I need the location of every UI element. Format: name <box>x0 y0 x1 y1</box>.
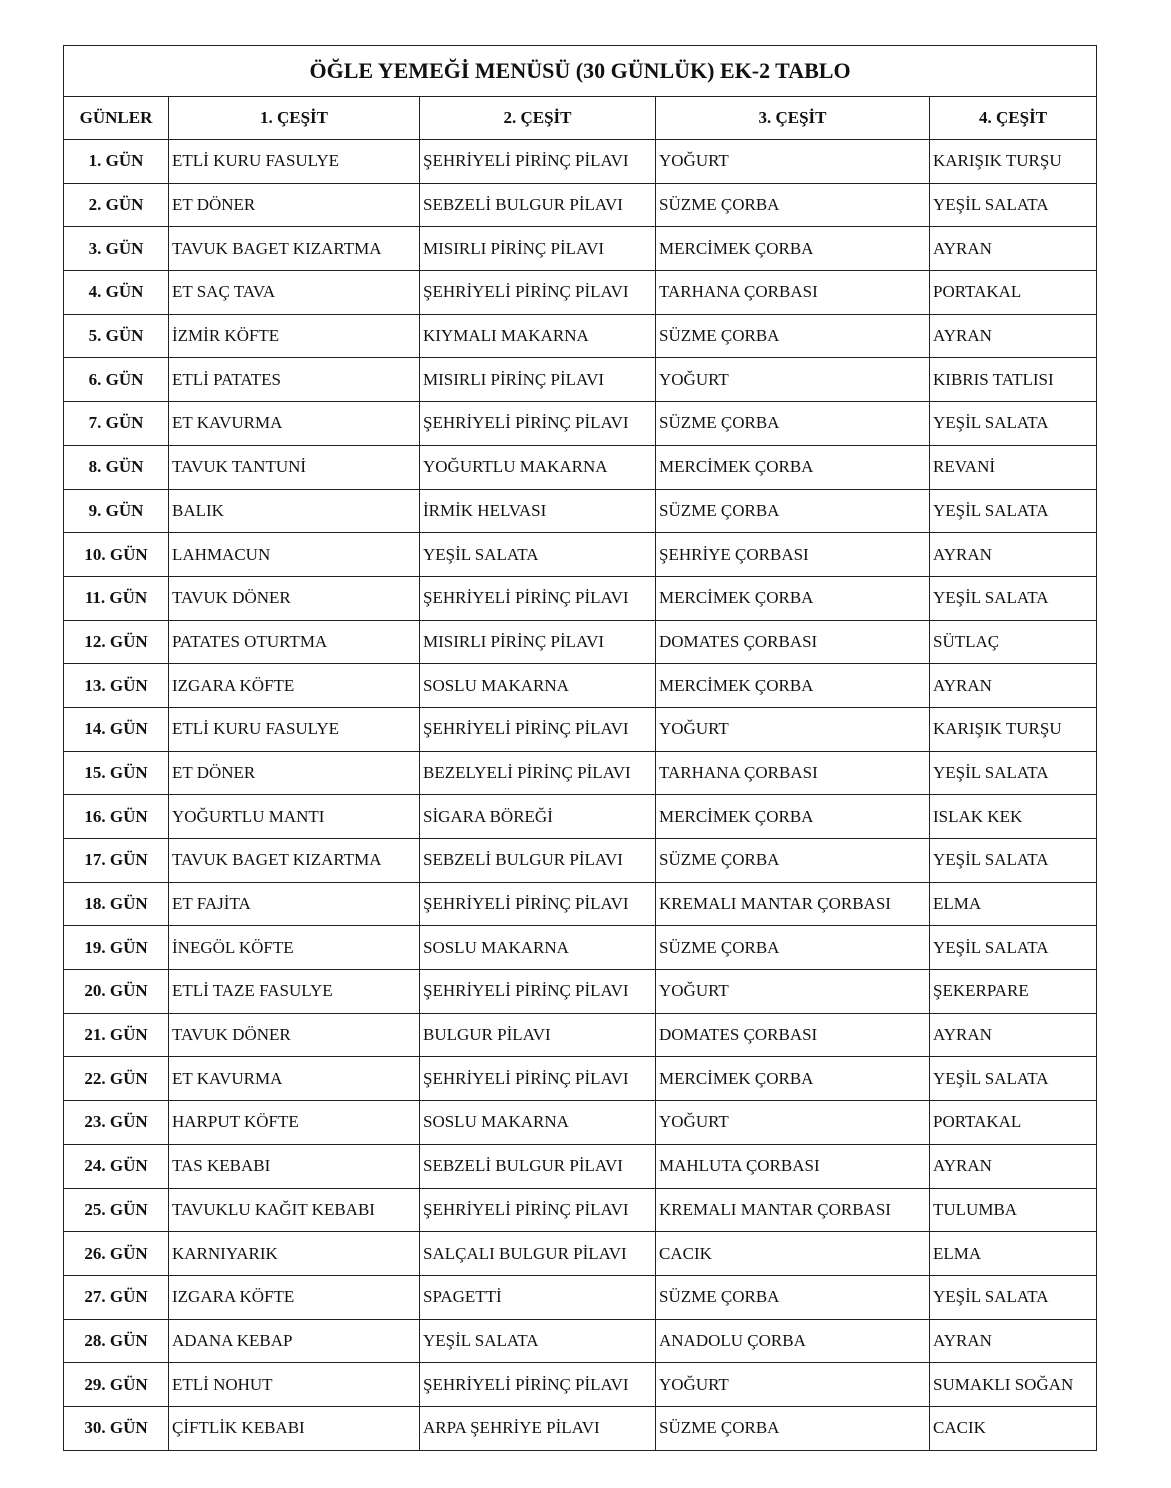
dish-1-cell: TAVUK BAGET KIZARTMA <box>169 227 420 271</box>
table-row <box>64 140 1097 184</box>
table-row <box>64 576 1097 620</box>
dish-1-cell: HARPUT KÖFTE <box>169 1101 420 1145</box>
dish-1-cell: ETLİ PATATES <box>169 358 420 402</box>
dish-2-cell: ŞEHRİYELİ PİRİNÇ PİLAVI <box>420 970 656 1014</box>
dish-2-cell: SPAGETTİ <box>420 1275 656 1319</box>
dish-1-cell: ET DÖNER <box>169 751 420 795</box>
day-label: 28. GÜN <box>64 1319 169 1363</box>
table-row <box>64 795 1097 839</box>
dish-1-cell: TAVUKLU KAĞIT KEBABI <box>169 1188 420 1232</box>
dish-2-cell: SOSLU MAKARNA <box>420 664 656 708</box>
dish-4-cell: AYRAN <box>930 1319 1097 1363</box>
dish-2-cell: BULGUR PİLAVI <box>420 1013 656 1057</box>
dish-2-cell: SOSLU MAKARNA <box>420 926 656 970</box>
day-label: 1. GÜN <box>64 140 169 184</box>
dish-3-cell: SÜZME ÇORBA <box>656 183 930 227</box>
table-row <box>64 707 1097 751</box>
dish-3-cell: MAHLUTA ÇORBASI <box>656 1144 930 1188</box>
table-row <box>64 1319 1097 1363</box>
dish-1-cell: LAHMACUN <box>169 533 420 577</box>
dish-1-cell: ADANA KEBAP <box>169 1319 420 1363</box>
dish-4-cell: YEŞİL SALATA <box>930 1275 1097 1319</box>
dish-1-cell: ET DÖNER <box>169 183 420 227</box>
table-row <box>64 839 1097 883</box>
table-row <box>64 1232 1097 1276</box>
table-row <box>64 227 1097 271</box>
dish-4-cell: YEŞİL SALATA <box>930 839 1097 883</box>
dish-3-cell: YOĞURT <box>656 707 930 751</box>
day-label: 11. GÜN <box>64 576 169 620</box>
table-row <box>64 1013 1097 1057</box>
dish-3-cell: YOĞURT <box>656 1101 930 1145</box>
dish-2-cell: ŞEHRİYELİ PİRİNÇ PİLAVI <box>420 1057 656 1101</box>
table-row <box>64 402 1097 446</box>
dish-2-cell: MISIRLI PİRİNÇ PİLAVI <box>420 620 656 664</box>
table-row <box>64 183 1097 227</box>
dish-4-cell: SÜTLAÇ <box>930 620 1097 664</box>
dish-4-cell: YEŞİL SALATA <box>930 183 1097 227</box>
dish-3-cell: DOMATES ÇORBASI <box>656 1013 930 1057</box>
dish-2-cell: SEBZELİ BULGUR PİLAVI <box>420 183 656 227</box>
dish-1-cell: ETLİ KURU FASULYE <box>169 707 420 751</box>
dish-1-cell: TAVUK DÖNER <box>169 576 420 620</box>
dish-2-cell: YEŞİL SALATA <box>420 533 656 577</box>
dish-4-cell: YEŞİL SALATA <box>930 751 1097 795</box>
day-label: 16. GÜN <box>64 795 169 839</box>
dish-2-cell: YEŞİL SALATA <box>420 1319 656 1363</box>
table-row <box>64 664 1097 708</box>
day-label: 7. GÜN <box>64 402 169 446</box>
dish-2-cell: ŞEHRİYELİ PİRİNÇ PİLAVI <box>420 402 656 446</box>
dish-2-cell: ŞEHRİYELİ PİRİNÇ PİLAVI <box>420 1188 656 1232</box>
dish-3-cell: MERCİMEK ÇORBA <box>656 795 930 839</box>
dish-3-cell: DOMATES ÇORBASI <box>656 620 930 664</box>
dish-4-cell: ŞEKERPARE <box>930 970 1097 1014</box>
dish-2-cell: KIYMALI MAKARNA <box>420 314 656 358</box>
header-days: GÜNLER <box>64 97 169 140</box>
dish-3-cell: SÜZME ÇORBA <box>656 839 930 883</box>
table-title: ÖĞLE YEMEĞİ MENÜSÜ (30 GÜNLÜK) EK-2 TABLO <box>64 46 1097 97</box>
dish-2-cell: BEZELYELİ PİRİNÇ PİLAVI <box>420 751 656 795</box>
table-row <box>64 445 1097 489</box>
dish-3-cell: SÜZME ÇORBA <box>656 1406 930 1450</box>
dish-3-cell: YOĞURT <box>656 970 930 1014</box>
dish-1-cell: İNEGÖL KÖFTE <box>169 926 420 970</box>
table-row <box>64 314 1097 358</box>
table-row <box>64 882 1097 926</box>
table-row <box>64 1275 1097 1319</box>
dish-3-cell: MERCİMEK ÇORBA <box>656 1057 930 1101</box>
day-label: 5. GÜN <box>64 314 169 358</box>
dish-3-cell: SÜZME ÇORBA <box>656 314 930 358</box>
day-label: 30. GÜN <box>64 1406 169 1450</box>
dish-2-cell: ARPA ŞEHRİYE PİLAVI <box>420 1406 656 1450</box>
table-row <box>64 970 1097 1014</box>
dish-3-cell: ANADOLU ÇORBA <box>656 1319 930 1363</box>
dish-2-cell: MISIRLI PİRİNÇ PİLAVI <box>420 358 656 402</box>
day-label: 6. GÜN <box>64 358 169 402</box>
dish-3-cell: TARHANA ÇORBASI <box>656 271 930 315</box>
dish-4-cell: AYRAN <box>930 1144 1097 1188</box>
table-row <box>64 751 1097 795</box>
dish-4-cell: ISLAK KEK <box>930 795 1097 839</box>
dish-1-cell: TAVUK DÖNER <box>169 1013 420 1057</box>
dish-1-cell: ETLİ TAZE FASULYE <box>169 970 420 1014</box>
dish-4-cell: YEŞİL SALATA <box>930 926 1097 970</box>
dish-4-cell: ELMA <box>930 882 1097 926</box>
dish-4-cell: AYRAN <box>930 664 1097 708</box>
dish-1-cell: ET KAVURMA <box>169 1057 420 1101</box>
dish-2-cell: MISIRLI PİRİNÇ PİLAVI <box>420 227 656 271</box>
table-row <box>64 1363 1097 1407</box>
day-label: 17. GÜN <box>64 839 169 883</box>
day-label: 4. GÜN <box>64 271 169 315</box>
header-dish-3: 3. ÇEŞİT <box>656 97 930 140</box>
dish-3-cell: YOĞURT <box>656 140 930 184</box>
dish-4-cell: SUMAKLI SOĞAN <box>930 1363 1097 1407</box>
day-label: 21. GÜN <box>64 1013 169 1057</box>
dish-1-cell: İZMİR KÖFTE <box>169 314 420 358</box>
dish-1-cell: IZGARA KÖFTE <box>169 1275 420 1319</box>
table-row <box>64 1057 1097 1101</box>
day-label: 25. GÜN <box>64 1188 169 1232</box>
dish-2-cell: ŞEHRİYELİ PİRİNÇ PİLAVI <box>420 882 656 926</box>
dish-2-cell: SEBZELİ BULGUR PİLAVI <box>420 839 656 883</box>
menu-body <box>64 140 1097 1451</box>
day-label: 24. GÜN <box>64 1144 169 1188</box>
dish-3-cell: CACIK <box>656 1232 930 1276</box>
day-label: 18. GÜN <box>64 882 169 926</box>
dish-2-cell: YOĞURTLU MAKARNA <box>420 445 656 489</box>
day-label: 15. GÜN <box>64 751 169 795</box>
dish-4-cell: KIBRIS TATLISI <box>930 358 1097 402</box>
header-dish-4: 4. ÇEŞİT <box>930 97 1097 140</box>
dish-4-cell: TULUMBA <box>930 1188 1097 1232</box>
dish-3-cell: YOĞURT <box>656 1363 930 1407</box>
table-row <box>64 358 1097 402</box>
day-label: 29. GÜN <box>64 1363 169 1407</box>
dish-3-cell: MERCİMEK ÇORBA <box>656 227 930 271</box>
dish-2-cell: İRMİK HELVASI <box>420 489 656 533</box>
dish-3-cell: KREMALI MANTAR ÇORBASI <box>656 882 930 926</box>
day-label: 23. GÜN <box>64 1101 169 1145</box>
dish-3-cell: SÜZME ÇORBA <box>656 1275 930 1319</box>
dish-1-cell: ET SAÇ TAVA <box>169 271 420 315</box>
dish-3-cell: YOĞURT <box>656 358 930 402</box>
dish-2-cell: ŞEHRİYELİ PİRİNÇ PİLAVI <box>420 576 656 620</box>
dish-1-cell: TAVUK BAGET KIZARTMA <box>169 839 420 883</box>
table-row <box>64 1101 1097 1145</box>
day-label: 12. GÜN <box>64 620 169 664</box>
dish-3-cell: SÜZME ÇORBA <box>656 402 930 446</box>
dish-1-cell: ÇİFTLİK KEBABI <box>169 1406 420 1450</box>
dish-4-cell: YEŞİL SALATA <box>930 489 1097 533</box>
dish-4-cell: YEŞİL SALATA <box>930 576 1097 620</box>
dish-2-cell: ŞEHRİYELİ PİRİNÇ PİLAVI <box>420 1363 656 1407</box>
dish-2-cell: SALÇALI BULGUR PİLAVI <box>420 1232 656 1276</box>
table-row <box>64 271 1097 315</box>
dish-4-cell: REVANİ <box>930 445 1097 489</box>
dish-4-cell: AYRAN <box>930 227 1097 271</box>
day-label: 2. GÜN <box>64 183 169 227</box>
dish-1-cell: ET KAVURMA <box>169 402 420 446</box>
table-row <box>64 489 1097 533</box>
dish-3-cell: MERCİMEK ÇORBA <box>656 576 930 620</box>
dish-1-cell: TAVUK TANTUNİ <box>169 445 420 489</box>
menu-table <box>63 45 1097 1451</box>
dish-1-cell: BALIK <box>169 489 420 533</box>
dish-4-cell: AYRAN <box>930 533 1097 577</box>
day-label: 19. GÜN <box>64 926 169 970</box>
dish-4-cell: AYRAN <box>930 314 1097 358</box>
dish-4-cell: KARIŞIK TURŞU <box>930 140 1097 184</box>
dish-3-cell: SÜZME ÇORBA <box>656 489 930 533</box>
dish-1-cell: ETLİ KURU FASULYE <box>169 140 420 184</box>
dish-4-cell: CACIK <box>930 1406 1097 1450</box>
dish-3-cell: ŞEHRİYE ÇORBASI <box>656 533 930 577</box>
table-row <box>64 1406 1097 1450</box>
dish-4-cell: PORTAKAL <box>930 1101 1097 1145</box>
dish-2-cell: SEBZELİ BULGUR PİLAVI <box>420 1144 656 1188</box>
dish-3-cell: MERCİMEK ÇORBA <box>656 664 930 708</box>
day-label: 8. GÜN <box>64 445 169 489</box>
dish-1-cell: YOĞURTLU MANTI <box>169 795 420 839</box>
day-label: 13. GÜN <box>64 664 169 708</box>
header-dish-2: 2. ÇEŞİT <box>420 97 656 140</box>
day-label: 26. GÜN <box>64 1232 169 1276</box>
dish-4-cell: ELMA <box>930 1232 1097 1276</box>
table-row <box>64 1188 1097 1232</box>
day-label: 27. GÜN <box>64 1275 169 1319</box>
dish-3-cell: TARHANA ÇORBASI <box>656 751 930 795</box>
dish-4-cell: YEŞİL SALATA <box>930 1057 1097 1101</box>
dish-4-cell: KARIŞIK TURŞU <box>930 707 1097 751</box>
dish-1-cell: TAS KEBABI <box>169 1144 420 1188</box>
dish-1-cell: PATATES OTURTMA <box>169 620 420 664</box>
dish-2-cell: SİGARA BÖREĞİ <box>420 795 656 839</box>
dish-1-cell: ET FAJİTA <box>169 882 420 926</box>
header-dish-1: 1. ÇEŞİT <box>169 97 420 140</box>
day-label: 3. GÜN <box>64 227 169 271</box>
dish-4-cell: PORTAKAL <box>930 271 1097 315</box>
day-label: 14. GÜN <box>64 707 169 751</box>
table-row <box>64 533 1097 577</box>
dish-1-cell: IZGARA KÖFTE <box>169 664 420 708</box>
day-label: 10. GÜN <box>64 533 169 577</box>
dish-2-cell: SOSLU MAKARNA <box>420 1101 656 1145</box>
dish-1-cell: ETLİ NOHUT <box>169 1363 420 1407</box>
dish-3-cell: KREMALI MANTAR ÇORBASI <box>656 1188 930 1232</box>
table-row <box>64 1144 1097 1188</box>
dish-2-cell: ŞEHRİYELİ PİRİNÇ PİLAVI <box>420 707 656 751</box>
dish-3-cell: MERCİMEK ÇORBA <box>656 445 930 489</box>
day-label: 22. GÜN <box>64 1057 169 1101</box>
table-row <box>64 926 1097 970</box>
dish-1-cell: KARNIYARIK <box>169 1232 420 1276</box>
day-label: 9. GÜN <box>64 489 169 533</box>
day-label: 20. GÜN <box>64 970 169 1014</box>
dish-3-cell: SÜZME ÇORBA <box>656 926 930 970</box>
dish-4-cell: AYRAN <box>930 1013 1097 1057</box>
dish-4-cell: YEŞİL SALATA <box>930 402 1097 446</box>
dish-2-cell: ŞEHRİYELİ PİRİNÇ PİLAVI <box>420 271 656 315</box>
table-row <box>64 620 1097 664</box>
dish-2-cell: ŞEHRİYELİ PİRİNÇ PİLAVI <box>420 140 656 184</box>
